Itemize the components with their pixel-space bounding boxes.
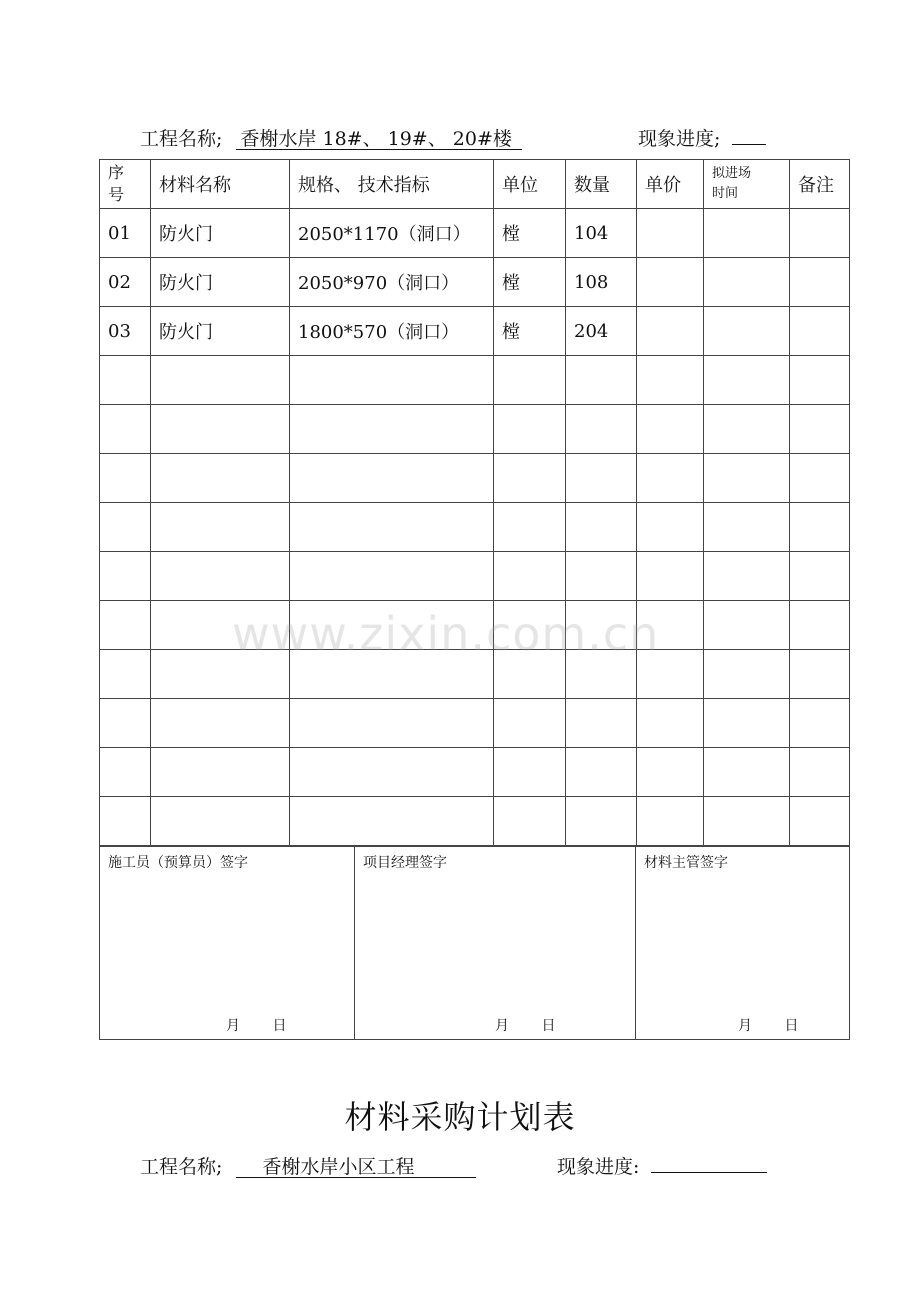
cell-unit[interactable] [494,405,566,454]
cell-arrival-time[interactable] [704,748,790,797]
cell-spec[interactable] [290,503,494,552]
col-header-seq: 序 号 [100,160,151,209]
progress-value [732,144,766,145]
cell-spec[interactable]: 2050*1170（洞口） [290,209,494,258]
cell-unit[interactable] [494,699,566,748]
cell-arrival-time[interactable] [704,601,790,650]
cell-material-name[interactable]: 防火门 [151,209,290,258]
progress-label: 现象进度; [638,128,721,150]
cell-arrival-time[interactable] [704,699,790,748]
cell-unit-price[interactable] [637,748,704,797]
cell-material-name[interactable] [151,454,290,503]
col-header-remarks: 备注 [790,160,850,209]
signature-cell-project-manager[interactable] [355,847,636,1040]
cell-spec[interactable] [290,405,494,454]
cell-remarks[interactable] [790,258,850,307]
table-row [100,307,850,356]
cell-material-name[interactable] [151,552,290,601]
progress-line-2 [557,1152,767,1179]
signature-date: 月 日 [226,1018,287,1034]
cell-remarks[interactable] [790,454,850,503]
cell-arrival-time[interactable] [704,209,790,258]
cell-unit[interactable]: 樘 [494,258,566,307]
table-row [100,797,850,846]
cell-quantity[interactable]: 108 [566,258,637,307]
cell-unit-price[interactable] [637,552,704,601]
table-row [100,699,850,748]
progress-line [638,124,766,151]
signature-date: 月 日 [495,1018,556,1034]
signature-label: 材料主管签字 [644,855,728,871]
cell-arrival-time[interactable] [704,650,790,699]
cell-quantity[interactable] [566,356,637,405]
cell-material-name[interactable] [151,405,290,454]
table-row [100,356,850,405]
cell-quantity[interactable]: 104 [566,209,637,258]
cell-arrival-time[interactable] [704,307,790,356]
cell-seq[interactable]: 02 [100,258,151,307]
cell-remarks[interactable] [790,552,850,601]
cell-spec[interactable] [290,797,494,846]
col-header-unit-price: 单价 [637,160,704,209]
cell-unit-price[interactable] [637,209,704,258]
table-row [100,503,850,552]
cell-spec[interactable] [290,356,494,405]
cell-unit-price[interactable] [637,307,704,356]
watermark: www.zixin.com.cn [232,607,660,661]
cell-unit-price[interactable] [637,258,704,307]
cell-material-name[interactable] [151,699,290,748]
cell-unit[interactable] [494,356,566,405]
cell-seq[interactable] [100,405,151,454]
cell-arrival-time[interactable] [704,258,790,307]
cell-quantity[interactable] [566,503,637,552]
table-row [100,209,850,258]
col-header-spec: 规格、 技术指标 [290,160,494,209]
cell-unit-price[interactable] [637,454,704,503]
project-name-label: 工程名称; [140,128,223,150]
cell-seq[interactable]: 01 [100,209,151,258]
table-row [100,405,850,454]
cell-unit[interactable]: 樘 [494,209,566,258]
signature-date: 月 日 [738,1018,799,1034]
cell-seq[interactable] [100,748,151,797]
project-name-value: 香榭水岸 18#、 19#、 20#楼 [236,129,521,150]
project-name-line-2 [140,1152,476,1179]
cell-seq[interactable] [100,699,151,748]
signature-label: 施工员（预算员）签字 [108,855,248,871]
cell-remarks[interactable] [790,650,850,699]
cell-quantity[interactable]: 204 [566,307,637,356]
cell-arrival-time[interactable] [704,797,790,846]
cell-material-name[interactable] [151,356,290,405]
cell-quantity[interactable] [566,405,637,454]
progress-label: 现象进度: [557,1156,640,1178]
project-name-label: 工程名称; [140,1156,223,1178]
cell-unit-price[interactable] [637,699,704,748]
cell-seq[interactable]: 03 [100,307,151,356]
cell-seq[interactable] [100,503,151,552]
cell-remarks[interactable] [790,209,850,258]
cell-quantity[interactable] [566,699,637,748]
col-header-quantity: 数量 [566,160,637,209]
cell-unit-price[interactable] [637,356,704,405]
cell-spec[interactable]: 2050*970（洞口） [290,258,494,307]
cell-remarks[interactable] [790,601,850,650]
cell-seq[interactable] [100,601,151,650]
cell-unit[interactable] [494,503,566,552]
cell-remarks[interactable] [790,503,850,552]
cell-seq[interactable] [100,797,151,846]
cell-quantity[interactable] [566,454,637,503]
cell-seq[interactable] [100,454,151,503]
table-row [100,258,850,307]
cell-unit-price[interactable] [637,797,704,846]
table-row [100,552,850,601]
table-row [100,748,850,797]
cell-remarks[interactable] [790,405,850,454]
project-name-value: 香榭水岸小区工程 [236,1157,476,1178]
cell-arrival-time[interactable] [704,552,790,601]
cell-spec[interactable] [290,699,494,748]
cell-remarks[interactable] [790,748,850,797]
col-header-unit: 单位 [494,160,566,209]
cell-quantity[interactable] [566,797,637,846]
cell-arrival-time[interactable] [704,356,790,405]
cell-unit[interactable] [494,552,566,601]
cell-unit[interactable] [494,454,566,503]
cell-material-name[interactable] [151,797,290,846]
signature-table [99,846,850,1040]
cell-material-name[interactable]: 防火门 [151,258,290,307]
cell-unit[interactable]: 樘 [494,307,566,356]
cell-unit-price[interactable] [637,503,704,552]
cell-unit[interactable] [494,748,566,797]
col-header-arrival-time: 拟进场 时间 [704,160,790,209]
cell-unit-price[interactable] [637,405,704,454]
signature-label: 项目经理签字 [363,855,447,871]
cell-material-name[interactable]: 防火门 [151,307,290,356]
cell-quantity[interactable] [566,552,637,601]
cell-arrival-time[interactable] [704,454,790,503]
cell-unit[interactable] [494,797,566,846]
progress-value [651,1172,767,1173]
cell-remarks[interactable] [790,307,850,356]
table-row [100,454,850,503]
cell-arrival-time[interactable] [704,503,790,552]
cell-spec[interactable]: 1800*570（洞口） [290,307,494,356]
cell-quantity[interactable] [566,748,637,797]
col-header-material-name: 材料名称 [151,160,290,209]
material-table [99,159,850,846]
cell-remarks[interactable] [790,356,850,405]
table-header-row [100,160,850,209]
cell-seq[interactable] [100,356,151,405]
cell-spec[interactable] [290,552,494,601]
project-name-line [140,124,522,151]
signature-cell-material-supervisor[interactable] [636,847,850,1040]
section-title: 材料采购计划表 [344,1098,576,1136]
cell-spec[interactable] [290,454,494,503]
cell-remarks[interactable] [790,699,850,748]
cell-remarks[interactable] [790,797,850,846]
cell-seq[interactable] [100,650,151,699]
cell-material-name[interactable] [151,503,290,552]
cell-spec[interactable] [290,748,494,797]
cell-arrival-time[interactable] [704,405,790,454]
signature-cell-constructor[interactable] [100,847,355,1040]
cell-seq[interactable] [100,552,151,601]
cell-material-name[interactable] [151,748,290,797]
